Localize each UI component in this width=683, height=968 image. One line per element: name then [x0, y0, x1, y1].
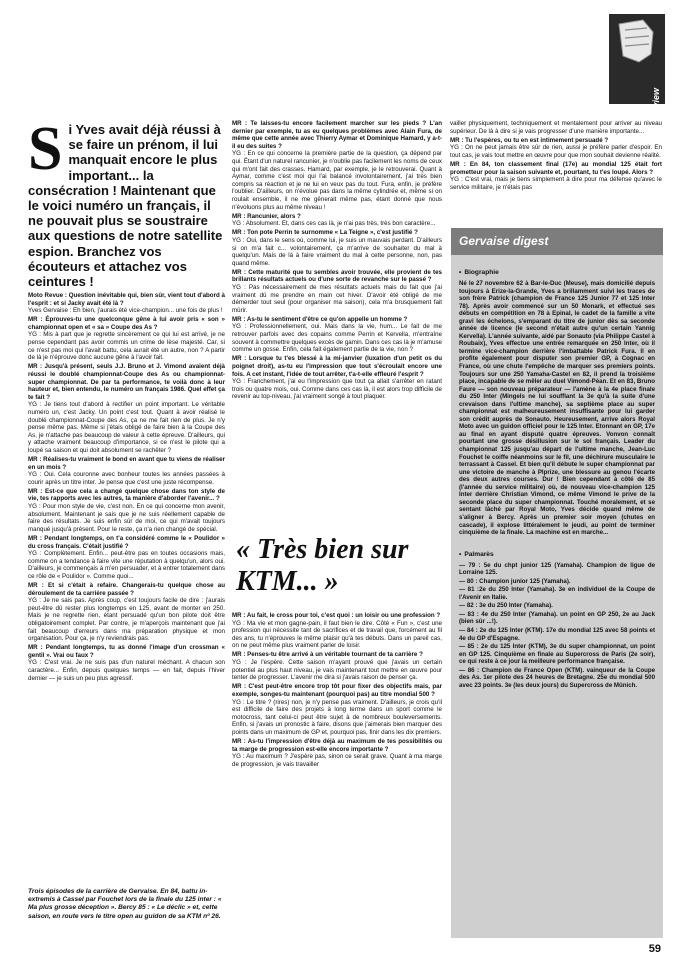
- answer: YG : Le titre ? (rires) non, je n'y pense pas vraiment. D'ailleurs, je crois qu'il est difficile de faire des projets à long terme dans un sport comme le motocross, tant celui-ci peut être sujet à de nombreux bouleversements. Enfin, si j'avais un pronostic à faire, disons que j'aimerais bien marquer des points dans un maximum de GP et, pourquoi pas, finir dans les dix premiers.: [232, 698, 442, 736]
- question: MR : Cette maturité que tu sembles avoir trouvée, elle provient de tes brillants résultats actuels ou d'une sorte de revanche sur le passé ?: [232, 268, 442, 284]
- question: MR : Pendant longtemps, tu as donné l'image d'un crossman « gentil ». Vrai ou faux ?: [28, 644, 225, 659]
- question: MR : Pendant longtemps, on t'a considéré comme le « Poulidor » du cross français. C'était justifié ?: [28, 534, 225, 550]
- question: MR : Tu l'espères, ou tu en est intimement persuadé ?: [450, 136, 609, 144]
- bio-text: Né le 27 novembre 62 à Bar-le-Duc (Meuse), mais domicilié depuis toujours à Erize-la-Grande, Yves a brillamment suivi les traces de son frère Patrick (champion de France 125 Junior 77 et 125 Inter 78). Après avoir commencé sur un 50 Monark, et effectué ses débuts en compétition en 78 à Epinal, le cadet de la famille a vite gravi les échelons, s'emparant du titre de junior dès sa seconde année de licence (le second n'était autre qu'un certain Yannig Kervella). L'année suivante, aidé par Sonauto (via Philippe Castel à Roubaix), Yves effectue une entrée remarquée en 250 Inter, où il termine vice-champion derrière l'imbattable Patrick Fura. Il en profite également pour disputer son premier GP, à Cognac en France, où une chute l'empêche de marquer ses premiers points. Toujours sur une 250 Yamaha-Castel en 82, il prend la troisième place, incapable de se mêler au duel Vimond-Péan. Et en 83, Bruno Faure — son nouveau préparateur — l'amène à la 4e place finale du 250 Inter (Mingels ne lui soufflant la 3e qu'à la suite d'une crevaison dans l'ultime manche), sa septième place au super championnat est malheureusement insuffisante pour lui garder son crédit auprès de Sonauto. Heureusement, arrive alors Royal Moto avec un guidon officiel pour le 125 Inter. Etonnant en GP, 17e au final en ayant disputé quatre épreuves. Vonvon connaît pourtant une grosse désillusion sur le sol français. Leader du championnat 125 jusqu'au départ de l'ultime manche, Jean-Luc Fouchet le coiffe néanmoins sur le fil, une déchirure musculaire le terrassant à Cassel. Et bien qu'il débute le super championnat par une victoire de manche à Plprize, une blessure au genou l'écarte des deux autres courses. Dur ! Bien cependant à côté de 85 (l'année du service militaire) où, de nouveau vice-champion 125 Inter derrière Christian Vimond, ce même Vimond le prive de la seconde place du super championnat. Touché moralement, et se sentant lâché par Royal Moto, Yves décide quand même de s'aligner à Bercy. Après un premier soir moyen (chutes en cascade), il explose littéralement le jeudi, au point de terminer cinquième de la finale. La machine est en marche...: [459, 280, 655, 537]
- bio-heading: • Biographie: [459, 269, 499, 276]
- palmares-item: — 83 : 4e du 250 Inter (Yamaha). un point en GP 250, 2e au Jack (bien sûr ...!).: [459, 610, 655, 626]
- answer: YG : Professionnellement, oui. Mais dans la vie, hum... Le fait de me retrouver parfois avec des copains comme Perrin et Kervella, m'entraîne souvent à commettre quelques excès de gamin. Dans ces cas là je m'amuse comme un gosse. Enfin, cela fait également partie de la vie, non ?: [232, 323, 442, 354]
- qa-paragraph: [232, 355, 442, 401]
- palmares-item: — 84 : 2e du 125 Inter (KTM). 17e du mondial 125 avec 58 points et 4e du GP d'Espagne.: [459, 626, 655, 642]
- drop-cap: S: [28, 115, 63, 183]
- answer: YG : En ce qui concerne la première partie de la question, ça dépend par qui. Étant d'un naturel rancunier, je n'oublie pas facilement les noms de ceux qui m'ont fait des crasses. Hamard, par exemple, je le retrouverai. Quant à Aymar, comme c'est moi qui l'ai balancé involontairement, j'ai très bien compris sa réaction et je ne lui en veux pas du tout. Fura, enfin, je préfère l'oublier. D'ailleurs, on n'évolue pas dans la même cylindrée et, même si on roulait ensemble, il ne me gênerait même pas, étant donné que nous n'évoluons plus au même niveau !: [232, 150, 442, 211]
- question: MR : C'est peut-être encore trop tôt pour fixer des objectifs mais, par exemple, songes-tu maintenant (pourquoi pas) au titre mondial 500 ?: [232, 683, 442, 698]
- answer: YG : Pas nécessairement de mes résultats actuels mais du fait que j'ai vraiment dû me prendre en main cet hiver. D'avoir été obligé de me démerder tout seul (pour organiser ma saison), cela m'a brusquement fait mûrir.: [232, 283, 442, 314]
- question: MR : Réalises-tu vraiment le bond en avant que tu viens de réaliser en un mois ?: [28, 455, 225, 471]
- qa-paragraph: [28, 535, 225, 581]
- question: MR : As-tu le sentiment d'être ce qu'on appelle un homme ?: [232, 315, 408, 323]
- answer: YG : Je l'espère. Cette saison m'ayant prouvé que j'avais un certain potentiel au plus haut niveau, je vais maintenant tout mettre en œuvre pour tenter de progresser. L'avenir me dira si j'avais raison de penser ça.: [232, 659, 442, 682]
- palmares-list: [451, 562, 663, 690]
- qa-paragraph: [232, 651, 442, 681]
- answer: YG : Je ne sais pas. Après coup, c'est toujours facile de dire : j'aurais peut-être dû rester plus longtemps en 125, avant de monter en 250. Mais je ne regrette rien, étant persuadé qu'un bon pilote doit être obligatoirement complet. Par contre, je m'aperçois maintenant que j'ai fait beaucoup d'erreurs dans ma préparation physique et mon organisation. Pour ça, je n'y reviendrais pas.: [28, 597, 225, 643]
- qa-paragraph: [450, 120, 662, 135]
- interview-tab: [609, 14, 665, 128]
- qa-paragraph: [450, 161, 662, 191]
- qa-paragraph: [28, 582, 225, 643]
- answer: YG : C'est vrai. Je ne suis pas d'un naturel méchant. A chacun son caractère... Enfin, depuis quelques temps — en fait, depuis l'hiver dernier — je suis un peu plus agressif.: [28, 659, 225, 682]
- question: MR : Rancunier, alors ?: [232, 212, 301, 220]
- column-1: [28, 292, 225, 877]
- qa-paragraph: [28, 456, 225, 486]
- answer: YG : Franchement, j'ai eu l'impression que tout ça allait s'arrêter en ratant trois ou quatre mois, oui. Comme dans ces cas là, il est alors trop difficile de revenir au top-niveau, j'ai vraiment songé à tout plaquer.: [232, 378, 442, 401]
- qa-paragraph: [232, 683, 442, 736]
- page-number: 59: [648, 943, 661, 955]
- qa-paragraph: [232, 738, 442, 768]
- palmares-item: — 81 :2e du 250 Inter (Yamaha). 3e en individuel de la Coupe de l'Avenir en Italie.: [459, 586, 655, 601]
- answer: YG : On ne peut jamais être sûr de rien, aussi je préfère parler d'espoir. En tout cas, je vais tout mettre en œuvre pour que mon souhait devienne réalité.: [450, 144, 662, 159]
- photo-caption: Trois épisodes de la carrière de Gervaise. En 84, battu in-extremis à Cassel par Fouchet lors de la finale du 125 inter : « Ma plus grosse déception ». Bercy 85 : « Le déclic » et, cette saison, en route vers le titre open au guidon de sa KTM nº 26.: [28, 888, 222, 920]
- palmares-item: — 82 : 3e du 250 Inter (Yamaha).: [459, 602, 553, 610]
- column-2: [232, 120, 442, 523]
- palmares-item: — 85 : 2e du 125 Inter (KTM), 3e du super championnat, un point en GP 125. Cinquième en finale au Supercross de Paris (2e soir), ce qui reste à ce jour la meilleure performance française.: [459, 643, 655, 666]
- qa-paragraph: [28, 488, 225, 534]
- answer: YG : C'est vrai, mais je tiens simplement à dire pour ma défense qu'avec le service militaire, je n'étais pas: [450, 176, 662, 191]
- question: MR : Lorsque tu t'es blessé à la mi-janvier (luxation d'un petit os du poignet droit), as-tu eu l'impression que tout s'écroulait encore une fois. A cet instant, l'idée de tout arrêter, t'a-t-elle effleuré l'esprit ?: [232, 355, 442, 378]
- question: MR : Et si c'était à refaire. Changerais-tu quelque chose au déroulement de ta carrière passée ?: [28, 581, 225, 597]
- question: MR : Est-ce que cela a changé quelque chose dans ton style de vie, tes rapports avec les autres, ta manière d'aborder l'avenir... ?: [28, 487, 225, 503]
- qa-paragraph: [28, 363, 225, 454]
- answer: YG : Oui. Cela couronne avec bonheur toutes les années passées à courir après un titre inter. Je pense que c'est une juste récompense.: [28, 471, 225, 486]
- question: MR : Jusqu'à présent, seuls J.J. Bruno et J. Vimond avaient déjà réussi le doublé championnat-Coupe des As ou championnat-super championnat. De par ta performance, te voilà donc à leur hauteur et, bien entendu, le numéro un français 1986. Quel effet ça te fait ?: [28, 363, 225, 401]
- palmares-heading: • Palmarès: [459, 550, 494, 558]
- qa-paragraph: [28, 316, 225, 362]
- answer: YG : Oui, dans le sens où, comme lui, je suis un mauvais perdant. D'ailleurs si on m'a fait c... volontairement, ça m'arrive de souhaiter du mal à quelqu'un. Mais de là à faire vraiment du mal à cette personne, non, pas quand même.: [232, 236, 442, 267]
- intro-text: i Yves avait déjà réussi à se faire un prénom, il lui manquait encore le plus important... la consécration ! Maintenant que le voici numéro un français, il ne pouvait plus se soustraire aux questions de notre satellite espion. Branchez vos écouteurs et attachez vos ceintures !: [28, 122, 223, 290]
- gervaise-digest-box: [451, 228, 663, 938]
- qa-paragraph: [28, 644, 225, 682]
- qa-paragraph: [232, 120, 442, 211]
- bullet-icon: •: [459, 550, 462, 558]
- question: MR : Ton pote Perrin te surnomme « La Teigne », c'est justifié ?: [232, 229, 418, 237]
- palmares-item: — 86 : Champion de France Open (KTM). vainqueur de la Coupe des As. 1er pilote des 24 heures de Bretagne. 25e du mondial 500 avec 23 points. 3e (les deux jours) du Supercross de Münich.: [459, 666, 655, 689]
- qa-paragraph: [232, 213, 442, 228]
- palmares-item: — 79 : 5e du chpt junior 125 (Yamaha). Champion de ligue de Lorraine 125.: [459, 561, 655, 577]
- answer: Yves Gervaise : Eh bien, j'aurais été vice-champion... une fois de plus !: [28, 307, 223, 315]
- question: MR : Te laisses-tu encore facilement marcher sur les pieds ? L'an dernier par exemple, tu as eu quelques problèmes avec Alain Fura, de même que cette année avec Thierry Aymar et Dominique Hamard, y a-t-il eu des suites ?: [232, 120, 442, 150]
- question: MR : Éprouves-tu une quelconque gêne à lui avoir pris « son » championnat open et « sa » Coupe des As ?: [28, 316, 225, 331]
- qa-paragraph: [232, 612, 442, 650]
- answer: vailler physiquement, techniquement et mentalement pour arriver au niveau supérieur. De là à dire si je vais progresser d'une manière importante...: [450, 120, 662, 135]
- qa-paragraph: [450, 137, 662, 160]
- column-3: [450, 120, 662, 210]
- answer: YG : Absolument. Et, dans ces cas là, je n'ai pas très, très bon caractère...: [232, 220, 436, 228]
- answer: YG : Pour mon style de vie, c'est non. En ce qui concerne mon avenir, absolument. Maintenant je sais que je ne suis réellement capable de faire des résultats. Je suis enfin sûr de moi, ce qui m'avait toujours manqué jusqu'à présent. Pour le reste, ça n'a rien changé de spécial.: [28, 503, 225, 533]
- tab-label: interview: [651, 88, 661, 128]
- qa-paragraph: [232, 316, 442, 354]
- intro-block: [28, 115, 226, 290]
- qa-paragraph: [232, 269, 442, 315]
- answer: YG : Complètement. Enfin... peut-être pas en toutes occasions mais, comme on a tendance à faire vite une réputation à quelqu'un, alors oui. D'ailleurs, je commençais à m'en persuader, et à entrer totalement dans ce rôle de « Poulidor ». Comme quoi...: [28, 550, 225, 580]
- answer: YG : Je tiens tout d'abord à rectifier un point important. Le véritable numéro un, c'est Jacky. Un point c'est tout. Quant à avoir réalisé le doublé championnat-Coupe des As, ça ne me fait rien de plus. Je n'y pense même pas. Même si j'étais obligé de faire bien à la Coupe des As, je n'attache pas beaucoup de valeur à cette épreuve. D'ailleurs, qui y attache vraiment beaucoup d'importance, si ce n'est le pilote qui a loupé sa saison et qui doit absolument se rachêter ?: [28, 401, 225, 454]
- qa-paragraph: [232, 229, 442, 267]
- digest-title: Gervaise digest: [451, 228, 663, 255]
- answer: YG : Ma vie et mon gagne-pain, il faut bien le dire. Côté « Fun », c'est une profession qui nécessite tant de sacrifices et de travail que, forcément au fil des ans, tu n'éprouves le même plaisir qu'à tes débuts. Dans un pareil cas, on ne peut même plus vraiment parler de loisir.: [232, 619, 442, 650]
- column-2-lower: [232, 612, 442, 957]
- palmares-item: — 80 : Champion junior 125 (Yamaha).: [459, 577, 571, 585]
- question: Moto Revue : Question inévitable qui, bien sûr, vient tout d'abord à l'esprit : et si Jacky avait été là ?: [28, 292, 225, 307]
- question: MR : As-tu l'impression d'être déjà au maximum de tes possibilités ou ta marge de progression est-elle encore importante ?: [232, 738, 442, 753]
- question: MR : Au fait, le cross pour toi, c'est quoi : un loisir ou une profession ?: [232, 612, 441, 619]
- qa-paragraph: [28, 292, 225, 315]
- question: MR : En 84, ton classement final (17e) au mondial 125 était fort prometteur pour la saison suivante et, pourtant, tu t'es loupé. Alors ?: [450, 160, 662, 176]
- answer: YG : Mis à part que je regrette sincèrement ce qui lui est arrivé, je ne pense cependant pas avoir commis un crime de lèse majesté. Car, si ce n'est pas moi qui l'avait battu, cela aurait été un autre, non ? A partir de là je n'éprouve donc aucune gêne à l'avoir fait.: [28, 331, 225, 362]
- answer: YG : Au maximum ? J'espère pas, sinon ce serait grave. Quant à ma marge de progression, je vais travailler: [232, 753, 442, 768]
- bullet-icon: •: [459, 269, 462, 276]
- question: MR : Penses-tu être arrivé à un véritable tournant de ta carrière ?: [232, 651, 423, 659]
- pull-quote: « Très bien sur KTM... »: [236, 534, 409, 597]
